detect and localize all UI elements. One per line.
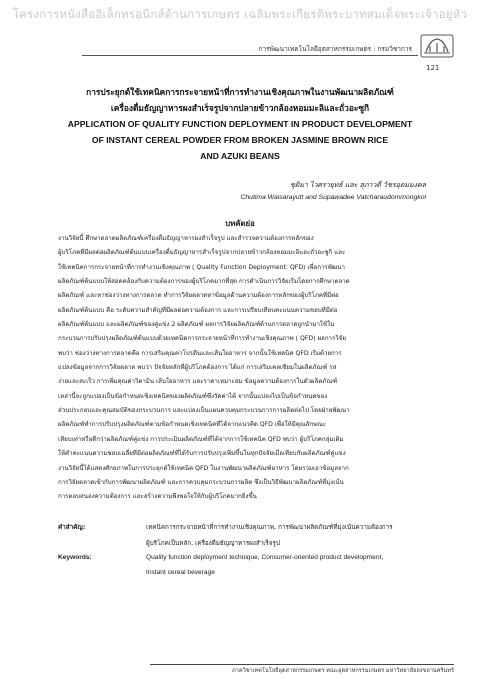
abstract-line: งานวิจัยนี้ได้แสดงศักยภาพในการประยุกต์ใช้เทคนิค QFD ในงานพัฒนาผลิตภัณฑ์อาหาร โดยรวมเอาข้อมูลจาก	[58, 464, 349, 472]
abstract-body	[58, 232, 430, 505]
abstract-line: ส่วนประกอบและคุณสมบัติของกระบวนการ และแปลงเป็นแผนควบคุมกระบวนการการผลิตต่อไป โดยฝ่ายพัฒนา	[58, 407, 350, 415]
journal-name: การพัฒนาเทคโนโลยีอุตสาหกรรมเกษตร : กรมวิชาการ	[258, 45, 412, 53]
keywords-thai-line-1: เทคนิคการกระจายหน้าที่การทำงานเชิงคุณภาพ, การพัฒนาผลิตภัณฑ์ที่มุ่งเน้นความต้องการ	[146, 524, 393, 531]
abstract-line: เหล่านี้จะถูกแปลงเป็นข้อกำหนดเชิงเทคนิคของผลิตภัณฑ์ซึ่งวัดค่าได้ จากนั้นแปลงไปเป็นข้อกำหนดของ	[58, 392, 328, 400]
page-number: 121	[426, 64, 440, 72]
footer-rule	[150, 664, 454, 665]
footer-affiliation: ภาควิชาเทคโนโลยีอุตสาหกรรมเกษตร คณะอุตสาหกรรมเกษตร มหาวิทยาลัยสงขลานครินทร์	[232, 668, 454, 674]
abstract-line: ผลิตภัณฑ์ต้นแบบ และผลิตภัณฑ์ของคู่แข่ง 2 ผลิตภัณฑ์ ผลการวิจัยผลิตภัณฑ์ด้านการตลาดถูกนำมาใช้ใน	[58, 321, 335, 329]
abstract-line: ผลิตภัณฑ์ต้นแบบให้สอดคล้องกับความต้องการของผู้บริโภคมากที่สุด การดำเนินการวิจัยเริ่มโดยการศึกษาตลาด	[58, 278, 350, 286]
keywords-english-line-2: Instant cereal beverage	[146, 569, 215, 576]
title-english-line-3: AND AZUKI BEANS	[200, 151, 280, 161]
abstract-line: การวิจัยตลาดเข้ากับการพัฒนาผลิตภัณฑ์ และการควบคุมกระบวนการผลิต ซึ่งเป็นวิธีพัฒนาผลิตภัณฑ์ที่มุ่งเน้น	[58, 478, 344, 486]
abstract-line: แปลงข้อมูลจากการวิจัยตลาด พบว่า ปัจจัยหลักที่ผู้บริโภคต้องการ ได้แก่ การเสริมเคลเซียมในผลิตภัณฑ์ รส	[58, 364, 337, 372]
watermark-text: โครงการหนังสืออิเล็กทรอนิกส์ด้านการเกษตร เฉลิมพระเกียรติพระบาทสมเด็จพระเจ้าอยู่หัว	[12, 7, 468, 21]
authors-thai: ชุติมา ไวศรายุทธ์ และ สุภาวดี วัชรอุดมมงคล	[290, 181, 426, 189]
abstract-line: ผลิตภัณฑ์ และหาช่องว่างทางการตลาด ทำการวิจัยตลาดหาข้อมูลด้านความต้องการหลักของผู้บริโภคที่มีต่อ	[58, 292, 339, 300]
abstract-line: เทียบเท่าหรือดีกว่าผลิตภัณฑ์คู่แข่ง การประเมินผลิตภัณฑ์ที่ได้จากการใช้เทคนิค QFD พบว่า ผู้บริโภคกลุ่มเดิม	[58, 435, 344, 443]
abstract-line: พบว่า ช่องว่างทางการตลาดคือ การเสริมคุณค่าโปรตีนและเส้นใยอาหาร จากนั้นใช้เทคนิค QFD เริ่มด้วยการ	[58, 349, 342, 357]
keywords-english-label: Keywords:	[58, 554, 92, 561]
title-english-line-2: OF INSTANT CEREAL POWDER FROM BROKEN JASMINE BROWN RICE	[91, 135, 389, 145]
title-thai-line-1: การประยุกต์ใช้เทคนิคการกระจายหน้าที่การทำงานเชิงคุณภาพในงานพัฒนาผลิตภัณฑ์	[86, 87, 394, 97]
title-english-line-1: APPLICATION OF QUALITY FUNCTION DEPLOYMENT IN PRODUCT DEVELOPMENT	[67, 119, 413, 129]
authors-english: Chutima Waisarayutt and Supawadee Vatcharaudommongkol	[240, 194, 426, 201]
abstract-line: ใช้เทคนิคการกระจายหน้าที่การทำงานเชิงคุณภาพ ( Quality Function Deployment: QFD) เพื่อการพัฒนา	[58, 263, 345, 271]
abstract-heading: บทคัดย่อ	[225, 219, 255, 228]
keywords-thai-label: คำสำคัญ:	[58, 524, 86, 531]
abstract-line: ให้คำคะแนนความชอบเฉลี่ยที่มีต่อผลิตภัณฑ์ที่ได้รับการปรับปรุงเพิ่มขึ้นในทุกปัจจัยเมื่อเทียบกับผลิตภัณฑ์คู่แข่ง	[58, 450, 346, 458]
keywords-english-line-1: Quality function deployment technique, Consumer-oriented product development,	[146, 554, 384, 561]
header-rule	[82, 55, 418, 56]
abstract-line: ง่ายและสะเร็ว การเพิ่มคุณค่าวิตามิน เส้นใยอาหาร และราคาเหมาะสม ข้อมูลความต้องการในตัวผลิตภัณฑ์	[58, 378, 338, 386]
abstract-line: ผลิตภัณฑ์ต้นแบบ คือ ระดับความสำคัญที่มีผลต่อความต้องการ และการเปรียบเทียบคะแนนความชอบที่มีต่อ	[58, 306, 338, 314]
keywords-thai-line-2: ผู้บริโภคเป็นหลัก, เครื่องดื่มธัญญาหารผงสำเร็จรูป	[146, 540, 280, 547]
abstract-line: กระบวนการปรับปรุงผลิตภัณฑ์ต้นแบบด้วยเทคนิคการกระจายหน้าที่การทำงานเชิงคุณภาพ ( QFD) ผลการวิจัย	[58, 335, 346, 343]
running-header	[82, 34, 454, 58]
department-logo-icon	[420, 34, 454, 58]
title-thai-line-2: เครื่องดื่มธัญญาหารผงสำเร็จรูปจากปลายข้าวกล้องหอมมะลิและถั่วอะซูกิ	[110, 103, 370, 113]
abstract-line: งานวิจัยนี้ ศึกษาตลาดผลิตภัณฑ์เครื่องดื่มธัญญาหารผงสำเร็จรูป และสำรวจความต้องการหลักของ	[58, 235, 314, 242]
abstract-line: ผลิตภัณฑ์ทำการปรับปรุงผลิตภัณฑ์ตามข้อกำหนดเชิงเทคนิคที่ได้จากแนวคิด QFD เพื่อให้มีคุณลักษณะ	[58, 421, 327, 429]
abstract-line: ผู้บริโภคที่มีผลต่อผลิตภัณฑ์ต้นแบบเครื่องดื่มธัญญาหารสำเร็จรูปจากปลายข้าวกล้องหอมมะลิและถั่วอะซูกิ และ	[58, 249, 346, 257]
abstract-line: การตอบสนองความต้องการ และสร้างความพึงพอใจให้กับผู้บริโภคมากยิ่งขึ้น	[58, 493, 257, 501]
